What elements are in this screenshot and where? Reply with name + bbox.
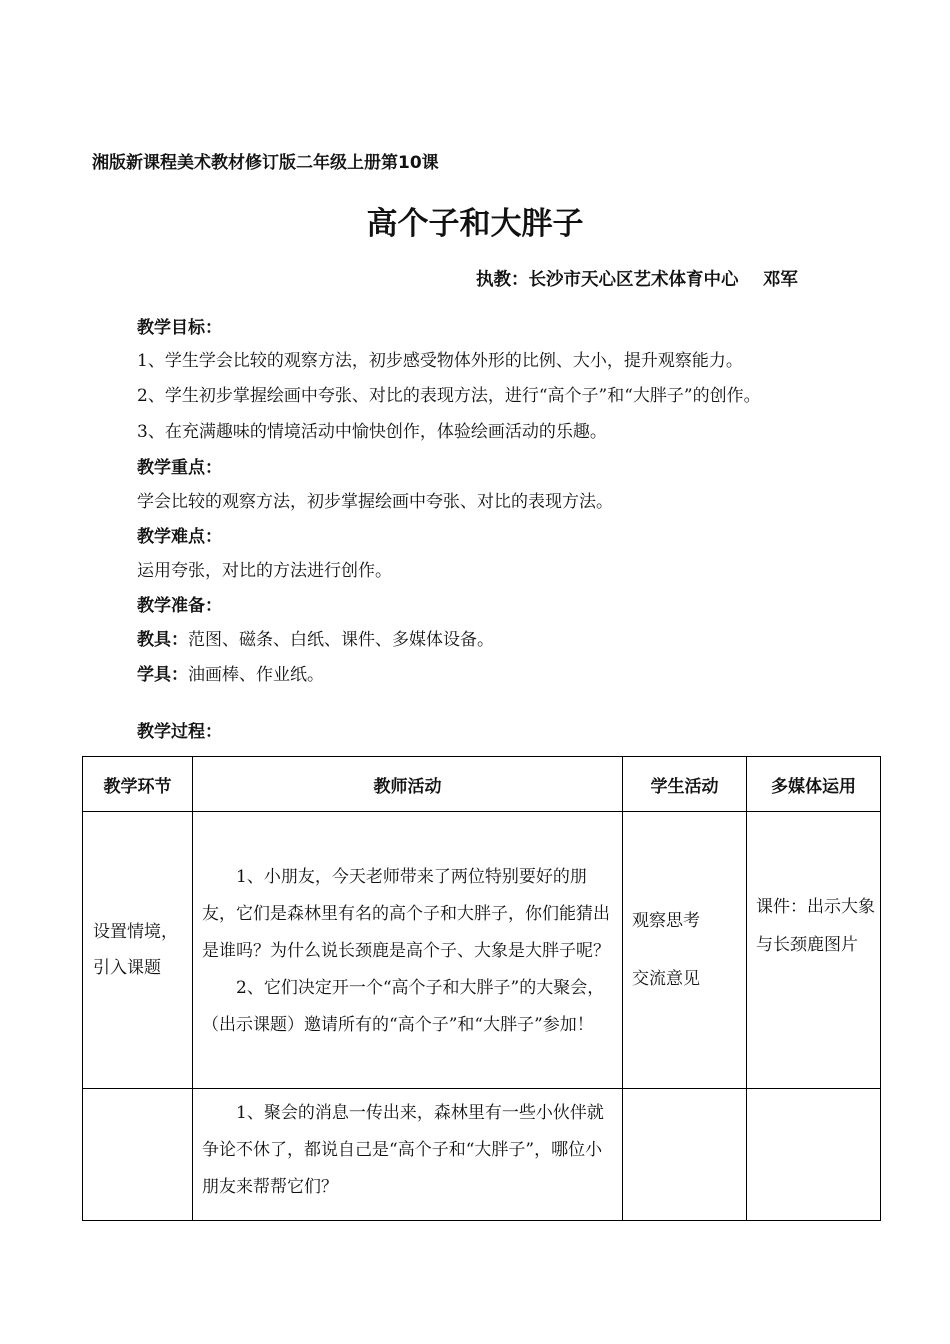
difficulties-heading: 教学难点： (137, 527, 222, 547)
stage-text: 引入课题 (93, 958, 161, 978)
media-text: 课件：出示大象与长颈鹿图片 (756, 897, 875, 955)
media-cell (747, 812, 881, 1089)
teacher-activity-cell (193, 812, 623, 1089)
lesson-header: 湘版新课程美术教材修订版二年级上册第10课 (92, 153, 439, 173)
header-teacher-activity: 教师活动 (193, 757, 623, 812)
student-tools-label: 学具： (137, 665, 188, 685)
header-stage: 教学环节 (83, 757, 193, 812)
student-tools-text: 油画棒、作业纸。 (188, 665, 324, 685)
student-activity-text: 观察思考 (632, 911, 700, 931)
header-media: 多媒体运用 (747, 757, 881, 812)
stage-text: 设置情境， (93, 922, 178, 942)
header-student-activity: 学生活动 (623, 757, 747, 812)
table-row (83, 812, 881, 1089)
difficulties-text: 运用夸张，对比的方法进行创作。 (137, 561, 392, 581)
goals-heading: 教学目标： (137, 318, 222, 338)
teaching-process-table (82, 756, 881, 1221)
stage-cell (83, 812, 193, 1089)
author-line: 执教：长沙市天心区艺术体育中心 邓军 (476, 270, 798, 290)
student-activity-cell (623, 1089, 747, 1221)
goal-item: 1、学生学会比较的观察方法，初步感受物体外形的比例、大小，提升观察能力。 (137, 351, 743, 371)
teacher-activity-cell (193, 1089, 623, 1221)
key-points-text: 学会比较的观察方法，初步掌握绘画中夸张、对比的表现方法。 (137, 492, 613, 512)
media-cell (747, 1089, 881, 1221)
preparation-heading: 教学准备： (137, 596, 222, 616)
goal-item: 2、学生初步掌握绘画中夸张、对比的表现方法，进行“高个子”和“大胖子”的创作。 (137, 386, 761, 406)
teacher-activity-text: 1、小朋友，今天老师带来了两位特别要好的朋友，它们是森林里有名的高个子和大胖子，你们能猜出是谁吗？为什么说长颈鹿是高个子、大象是大胖子呢？ (202, 866, 610, 961)
table-row (83, 1089, 881, 1221)
teacher-tools-line (137, 625, 494, 650)
key-points-heading: 教学重点： (137, 458, 222, 478)
process-heading: 教学过程： (137, 722, 222, 742)
student-activity-cell (623, 812, 747, 1089)
teacher-activity-text: 1、聚会的消息一传出来，森林里有一些小伙伴就争论不休了，都说自己是“高个子和“大胖子”，哪位小朋友来帮帮它们？ (202, 1103, 604, 1197)
goal-item: 3、在充满趣味的情境活动中愉快创作，体验绘画活动的乐趣。 (137, 422, 607, 442)
table-header-row (83, 757, 881, 812)
student-activity-text: 交流意见 (632, 969, 700, 989)
student-tools-line (137, 660, 324, 685)
teacher-tools-text: 范图、磁条、白纸、课件、多媒体设备。 (188, 630, 494, 650)
teacher-activity-text: 2、它们决定开一个“高个子和大胖子”的大聚会，（出示课题）邀请所有的“高个子”和“大胖子”参加！ (202, 977, 605, 1035)
teacher-tools-label: 教具： (137, 630, 188, 650)
page-title: 高个子和大胖子 (366, 206, 584, 242)
stage-cell (83, 1089, 193, 1221)
